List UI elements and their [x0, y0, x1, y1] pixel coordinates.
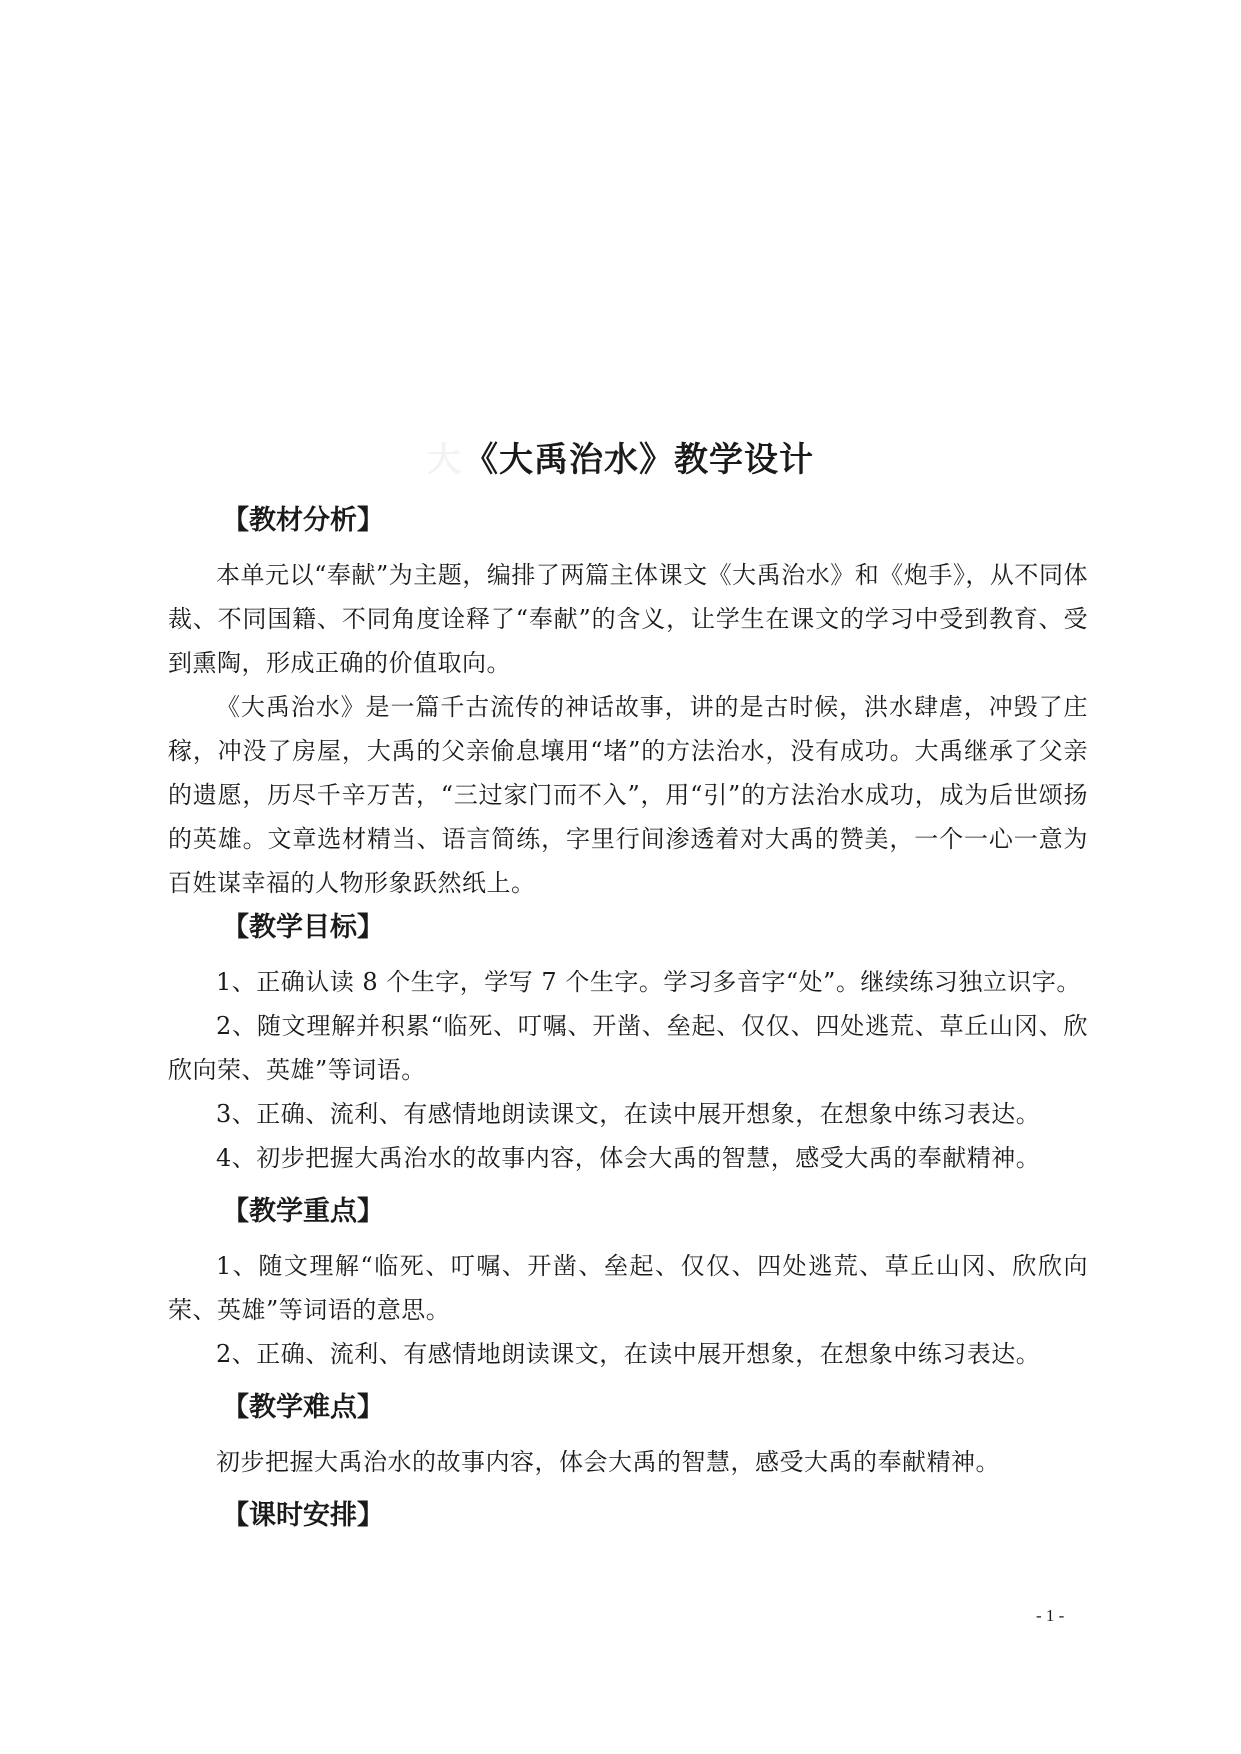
- heading-teaching-goals: 【教学目标】: [222, 912, 384, 943]
- heading-teaching-key-points: 【教学重点】: [222, 1196, 384, 1227]
- goal-item-4: 4、初步把握大禹治水的故事内容，体会大禹的智慧，感受大禹的奉献精神。: [216, 1144, 1041, 1172]
- document-title: 《大禹治水》教学设计: [464, 440, 814, 480]
- analysis-paragraph-2: 《大禹治水》是一篇千古流传的神话故事，讲的是古时候，洪水肆虐，冲毁了庄稼，冲没了房屋，大禹的父亲偷息壤用“堵”的方法治水，没有成功。大禹继承了父亲的遗愿，历尽千辛万苦，“三过家门而不入”，用“引”的方法治水成功，成为后世颂扬的英雄。文章选材精当、语言简练，字里行间渗透着对大禹的赞美，一个一心一意为百姓谋幸福的人物形象跃然纸上。: [168, 693, 1088, 897]
- goal-item-3: 3、正确、流利、有感情地朗读课文，在读中展开想象，在想象中练习表达。: [216, 1100, 1041, 1128]
- difficulty-item-1: 初步把握大禹治水的故事内容，体会大禹的智慧，感受大禹的奉献精神。: [216, 1448, 1000, 1476]
- heading-teaching-difficulties: 【教学难点】: [222, 1392, 384, 1423]
- faint-title-character: 大: [427, 440, 462, 480]
- analysis-paragraph-1: 本单元以“奉献”为主题，编排了两篇主体课文《大禹治水》和《炮手》，从不同体裁、不同国籍、不同角度诠释了“奉献”的含义，让学生在课文的学习中受到教育、受到熏陶，形成正确的价值取向。: [168, 561, 1088, 677]
- document-title-row: [0, 434, 1241, 486]
- goal-item-2: 2、随文理解并积累“临死、叮嘱、开凿、垒起、仅仅、四处逃荒、草丘山冈、欣欣向荣、英雄”等词语。: [168, 1012, 1088, 1084]
- heading-textbook-analysis: 【教材分析】: [222, 505, 384, 536]
- key-point-item-1: 1、随文理解“临死、叮嘱、开凿、垒起、仅仅、四处逃荒、草丘山冈、欣欣向荣、英雄”等词语的意思。: [168, 1252, 1088, 1324]
- page-number: - 1 -: [1036, 1606, 1065, 1625]
- heading-class-schedule: 【课时安排】: [222, 1500, 384, 1531]
- key-point-item-2: 2、正确、流利、有感情地朗读课文，在读中展开想象，在想象中练习表达。: [216, 1340, 1041, 1368]
- goal-item-1: 1、正确认读 8 个生字，学写 7 个生字。学习多音字“处”。继续练习独立识字。: [216, 968, 1081, 996]
